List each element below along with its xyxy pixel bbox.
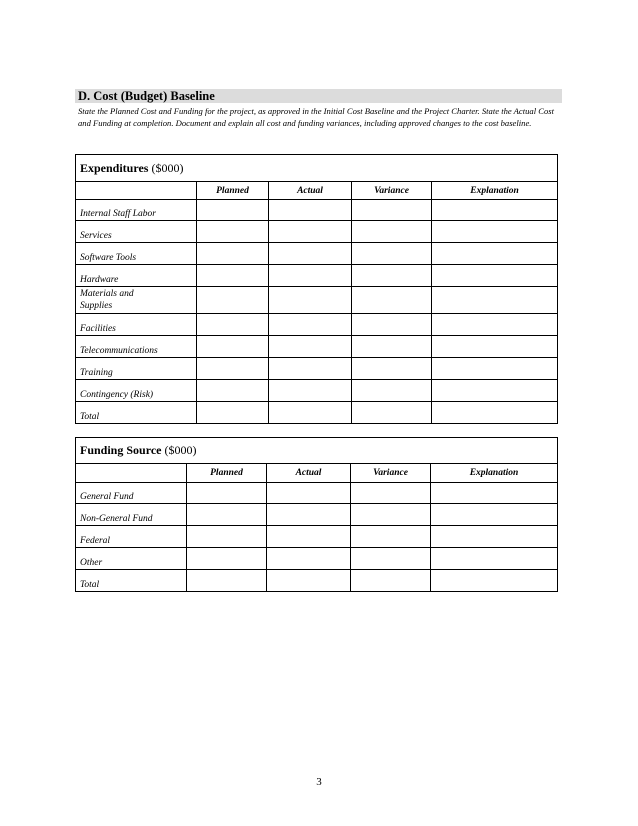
cell-explanation[interactable] [431,548,558,570]
cell-explanation[interactable] [431,483,558,504]
row-label-hardware: Hardware [76,265,197,287]
row-label-other: Other [76,548,187,570]
expenditures-header-blank [76,182,197,200]
cell-planned[interactable] [197,336,269,358]
cell-planned[interactable] [197,265,269,287]
expenditures-header-planned: Planned [197,182,269,200]
row-label-internal-staff-labor: Internal Staff Labor [76,200,197,221]
section-instructions: State the Planned Cost and Funding for the project, as approved in the Initial Cost Baseline and the Project Charter. State the Actual Cost and Funding at completion. Document and explain all cost and funding variances, including approved changes to the cost baseline. [78,106,555,128]
cell-actual[interactable] [269,243,352,265]
table-row [76,526,558,548]
cell-actual[interactable] [269,221,352,243]
cell-actual[interactable] [267,483,351,504]
row-label-total: Total [76,402,197,424]
table-row [76,314,558,336]
cell-planned[interactable] [187,548,267,570]
section-heading: D. Cost (Budget) Baseline [75,89,562,103]
cell-planned[interactable] [197,200,269,221]
row-label-materials-text: Materials and Supplies [80,289,134,311]
cell-actual[interactable] [267,548,351,570]
funding-source-title [76,438,558,464]
cell-actual[interactable] [269,200,352,221]
expenditures-title-bold: Expenditures [80,160,149,175]
cell-variance[interactable] [352,287,432,314]
table-row [76,221,558,243]
cell-planned[interactable] [197,243,269,265]
cell-explanation[interactable] [432,287,558,314]
cell-variance[interactable] [352,200,432,221]
row-label-services: Services [76,221,197,243]
cell-explanation[interactable] [432,314,558,336]
row-label-facilities: Facilities [76,314,197,336]
table-row [76,380,558,402]
table-row [76,200,558,221]
table-row [76,358,558,380]
funding-source-title-bold: Funding Source [80,443,162,457]
row-label-software-tools: Software Tools [76,243,197,265]
cell-actual[interactable] [269,287,352,314]
row-label-contingency-risk: Contingency (Risk) [76,380,197,402]
cell-variance[interactable] [352,336,432,358]
cell-planned[interactable] [197,314,269,336]
cell-explanation[interactable] [432,200,558,221]
page-number: 3 [316,776,322,788]
cell-explanation[interactable] [432,243,558,265]
cell-actual[interactable] [267,570,351,592]
cell-explanation[interactable] [431,570,558,592]
cell-variance[interactable] [352,380,432,402]
cell-variance[interactable] [351,570,431,592]
table-row [76,243,558,265]
cell-planned[interactable] [187,483,267,504]
cell-explanation[interactable] [432,402,558,424]
cell-explanation[interactable] [432,358,558,380]
cell-planned[interactable] [197,287,269,314]
cell-explanation[interactable] [431,504,558,526]
cell-actual[interactable] [269,314,352,336]
table-row [76,336,558,358]
row-label-training: Training [76,358,197,380]
funding-header-planned: Planned [187,464,267,483]
cell-planned[interactable] [187,526,267,548]
expenditures-header-explanation: Explanation [432,182,558,200]
cell-variance[interactable] [352,265,432,287]
expenditures-header-actual: Actual [269,182,352,200]
cell-variance[interactable] [351,526,431,548]
cell-actual[interactable] [267,526,351,548]
cell-variance[interactable] [351,504,431,526]
funding-header-blank [76,464,187,483]
cell-explanation[interactable] [432,336,558,358]
table-row [76,402,558,424]
row-label-non-general-fund: Non-General Fund [76,504,187,526]
cell-actual[interactable] [269,380,352,402]
expenditures-title [76,155,558,182]
cell-planned[interactable] [197,221,269,243]
cell-planned[interactable] [197,380,269,402]
table-row [76,265,558,287]
table-row [76,287,558,314]
table-row [76,548,558,570]
cell-explanation[interactable] [431,526,558,548]
cell-variance[interactable] [352,314,432,336]
cell-actual[interactable] [267,504,351,526]
cell-variance[interactable] [352,243,432,265]
expenditures-title-unit: ($000) [148,160,184,175]
cell-planned[interactable] [187,504,267,526]
funding-source-table [75,437,558,592]
cell-explanation[interactable] [432,221,558,243]
cell-planned[interactable] [187,570,267,592]
cell-variance[interactable] [352,358,432,380]
funding-header-variance: Variance [351,464,431,483]
row-label-federal: Federal [76,526,187,548]
funding-header-actual: Actual [267,464,351,483]
cell-actual[interactable] [269,402,352,424]
cell-variance[interactable] [352,221,432,243]
table-row [76,483,558,504]
cell-explanation[interactable] [432,380,558,402]
funding-header-explanation: Explanation [431,464,558,483]
expenditures-table [75,154,558,424]
expenditures-header-variance: Variance [352,182,432,200]
cell-planned[interactable] [197,358,269,380]
row-label-materials-and-supplies [76,287,197,314]
table-row [76,570,558,592]
cell-actual[interactable] [269,265,352,287]
table-row [76,504,558,526]
row-label-funding-total: Total [76,570,187,592]
cell-variance[interactable] [352,402,432,424]
cell-planned[interactable] [197,402,269,424]
cell-explanation[interactable] [432,265,558,287]
row-label-telecommunications: Telecommunications [76,336,197,358]
funding-source-title-unit: ($000) [161,443,197,457]
row-label-general-fund: General Fund [76,483,187,504]
cell-actual[interactable] [269,336,352,358]
cell-variance[interactable] [351,483,431,504]
cell-actual[interactable] [269,358,352,380]
cell-variance[interactable] [351,548,431,570]
